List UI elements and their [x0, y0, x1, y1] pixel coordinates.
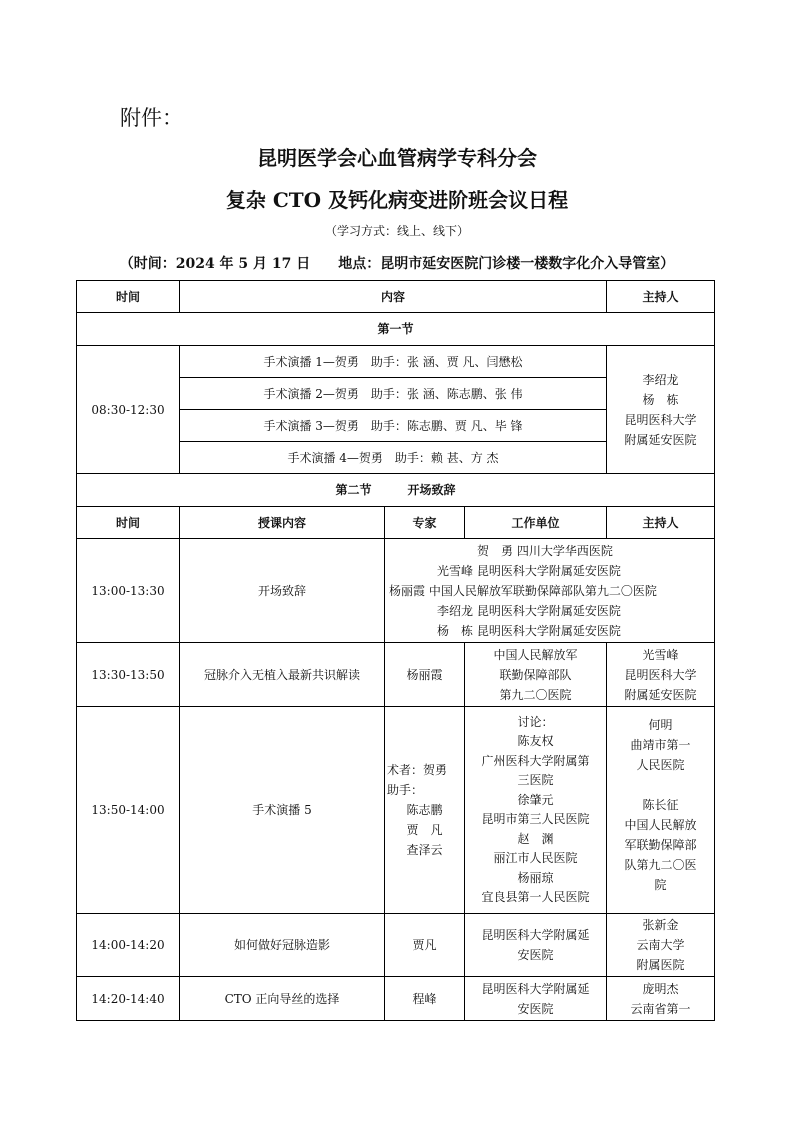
section1-item-2: 手术演播 2—贺勇 助手：张 涵、陈志鹏、张 伟: [180, 378, 607, 410]
header-host: 主持人: [607, 281, 715, 313]
header-row-2: [77, 507, 715, 539]
row-time: 13:00-13:30: [77, 539, 180, 643]
table-row: [77, 643, 715, 707]
section1-item-row: [77, 346, 715, 378]
row-unit: 中国人民解放军 联勤保障部队 第九二〇医院: [465, 643, 607, 707]
row-topic: 手术演播 5: [180, 707, 385, 914]
section2-label: 第二节 开场致辞: [77, 474, 715, 507]
section2-row: [77, 474, 715, 507]
row-speakers: 贺 勇 四川大学华西医院 光雪峰 昆明医科大学附属延安医院 杨丽霞 中国人民解放军联勤保障部队第九二〇医院 李绍龙 昆明医科大学附属延安医院 杨 栋 昆明医科大学附属延安医院: [385, 539, 715, 643]
table-row: [77, 707, 715, 914]
row-unit: 昆明医科大学附属延 安医院: [465, 977, 607, 1021]
table-row: [77, 539, 715, 643]
section1-hosts: 李绍龙 杨 栋 昆明医科大学 附属延安医院: [607, 346, 715, 474]
section1-label: 第一节: [77, 313, 715, 346]
row-unit: 昆明医科大学附属延 安医院: [465, 914, 607, 977]
header-time: 时间: [77, 281, 180, 313]
header2-expert: 专家: [385, 507, 465, 539]
row-topic: 开场致辞: [180, 539, 385, 643]
header2-unit: 工作单位: [465, 507, 607, 539]
header-content: 内容: [180, 281, 607, 313]
section1-item-3: 手术演播 3—贺勇 助手：陈志鹏、贾 凡、毕 锋: [180, 410, 607, 442]
section1-item-1: 手术演播 1—贺勇 助手：张 涵、贾 凡、闫懋松: [180, 346, 607, 378]
row-time: 13:50-14:00: [77, 707, 180, 914]
row-topic: 冠脉介入无植入最新共识解读: [180, 643, 385, 707]
title-line-1: 昆明医学会心血管病学专科分会: [257, 146, 537, 170]
header2-topic: 授课内容: [180, 507, 385, 539]
study-mode: （学习方式：线上、线下）: [324, 224, 469, 238]
row-time: 14:20-14:40: [77, 977, 180, 1021]
schedule-table: [76, 280, 715, 1021]
row-topic: CTO 正向导丝的选择: [180, 977, 385, 1021]
row-expert: 杨丽霞: [385, 643, 465, 707]
table-row: [77, 914, 715, 977]
row-host: 光雪峰 昆明医科大学 附属延安医院: [607, 643, 715, 707]
row-unit: 讨论： 陈友权 广州医科大学附属第 三医院 徐肇元 昆明市第三人民医院 赵 渊 丽江市人民医院 杨丽琼 宜良县第一人民医院: [465, 707, 607, 914]
header-row-1: [77, 281, 715, 313]
header2-host: 主持人: [607, 507, 715, 539]
title-line-2: 复杂 CTO 及钙化病变进阶班会议日程: [225, 188, 569, 212]
header2-time: 时间: [77, 507, 180, 539]
row-expert: 术者：贺勇 助手： 陈志鹏 贾 凡 查泽云: [385, 707, 465, 914]
row-expert: 程峰: [385, 977, 465, 1021]
attachment-label: 附件：: [120, 106, 183, 130]
table-row: [77, 977, 715, 1021]
row-host: 庞明杰 云南省第一: [607, 977, 715, 1021]
time-location: （时间：2024 年 5 月 17 日 地点：昆明市延安医院门诊楼一楼数字化介入导管室）: [119, 256, 675, 272]
row-time: 14:00-14:20: [77, 914, 180, 977]
row-time: 13:30-13:50: [77, 643, 180, 707]
section1-row: [77, 313, 715, 346]
section1-time: 08:30-12:30: [77, 346, 180, 474]
row-host: 张新金 云南大学 附属医院: [607, 914, 715, 977]
row-topic: 如何做好冠脉造影: [180, 914, 385, 977]
row-host: 何明 曲靖市第一 人民医院 陈长征 中国人民解放 军联勤保障部 队第九二〇医 院: [607, 707, 715, 914]
row-expert: 贾凡: [385, 914, 465, 977]
section1-item-4: 手术演播 4—贺勇 助手：赖 甚、方 杰: [180, 442, 607, 474]
